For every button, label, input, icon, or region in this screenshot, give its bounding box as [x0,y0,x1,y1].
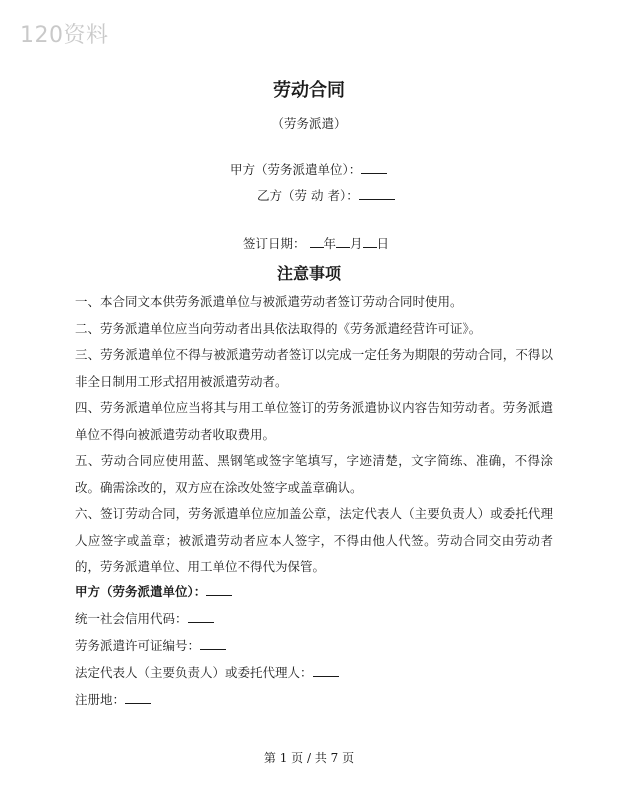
field-credit-code-blank [188,612,214,623]
party-b-label: 乙方（劳 动 者）： [257,188,359,203]
month-blank [336,237,350,248]
field-credit-code [75,605,339,632]
year-label: 年 [323,236,337,251]
field-reg-address-blank [125,693,151,704]
day-blank [363,237,377,248]
field-license-no [75,632,339,659]
field-legal-rep [75,659,339,686]
field-reg-address [75,686,339,713]
watermark-text: 120资料 [20,23,109,48]
party-b-line [257,186,395,204]
party-a-info-fields [75,578,339,713]
notice-item-2: 二、劳务派遣单位应当向劳动者出具依法取得的《劳务派遣经营许可证》。 [75,320,482,336]
notice-list [75,289,553,581]
party-b-blank [359,189,395,200]
year-blank [310,237,324,248]
sign-date-line [243,234,389,252]
sign-date-label: 签订日期： [243,236,306,251]
notice-title: 注意事项 [276,264,341,283]
day-label: 日 [376,236,390,251]
field-legal-rep-label: 法定代表人（主要负责人）或委托代理人： [75,665,313,680]
notice-item-3: 三、劳务派遣单位不得与被派遣劳动者签订以完成一定任务为期限的劳动合同，不得以非全日制用工形式招用被派遣劳动者。 [75,347,553,389]
notice-item-1: 一、本合同文本供劳务派遣单位与被派遣劳动者签订劳动合同时使用。 [75,294,463,309]
document-title: 劳动合同 [273,80,345,101]
document-subtitle: （劳务派遣） [271,116,347,131]
field-license-no-label: 劳务派遣许可证编号： [75,638,201,653]
field-credit-code-label: 统一社会信用代码： [75,611,188,626]
notice-item-5: 五、劳动合同应使用蓝、黑钢笔或签字笔填写，字迹清楚，文字简练、准确，不得涂改。确需涂改的，双方应在涂改处签字或盖章确认。 [75,453,553,495]
field-party-a [75,578,339,605]
notice-item-4: 四、劳务派遣单位应当将其与用工单位签订的劳务派遣协议内容告知劳动者。劳务派遣单位不得向被派遣劳动者收取费用。 [75,400,553,442]
party-a-label: 甲方（劳务派遣单位）： [230,162,362,177]
notice-item-6: 六、签订劳动合同，劳务派遣单位应加盖公章，法定代表人（主要负责人）或委托代理人应签字或盖章；被派遣劳动者应本人签字，不得由他人代签。劳动合同交由劳动者的，劳务派遣单位、用工单位不得代为保管。 [75,506,553,574]
page-footer: 第 1 页 / 共 7 页 [263,751,355,765]
month-label: 月 [350,236,363,251]
party-a-line [230,160,387,178]
field-license-no-blank [200,639,226,650]
field-legal-rep-blank [313,666,339,677]
party-a-blank [361,163,387,174]
field-reg-address-label: 注册地： [75,692,126,707]
field-party-a-label: 甲方（劳务派遣单位）： [75,584,207,599]
field-party-a-blank [206,585,232,596]
